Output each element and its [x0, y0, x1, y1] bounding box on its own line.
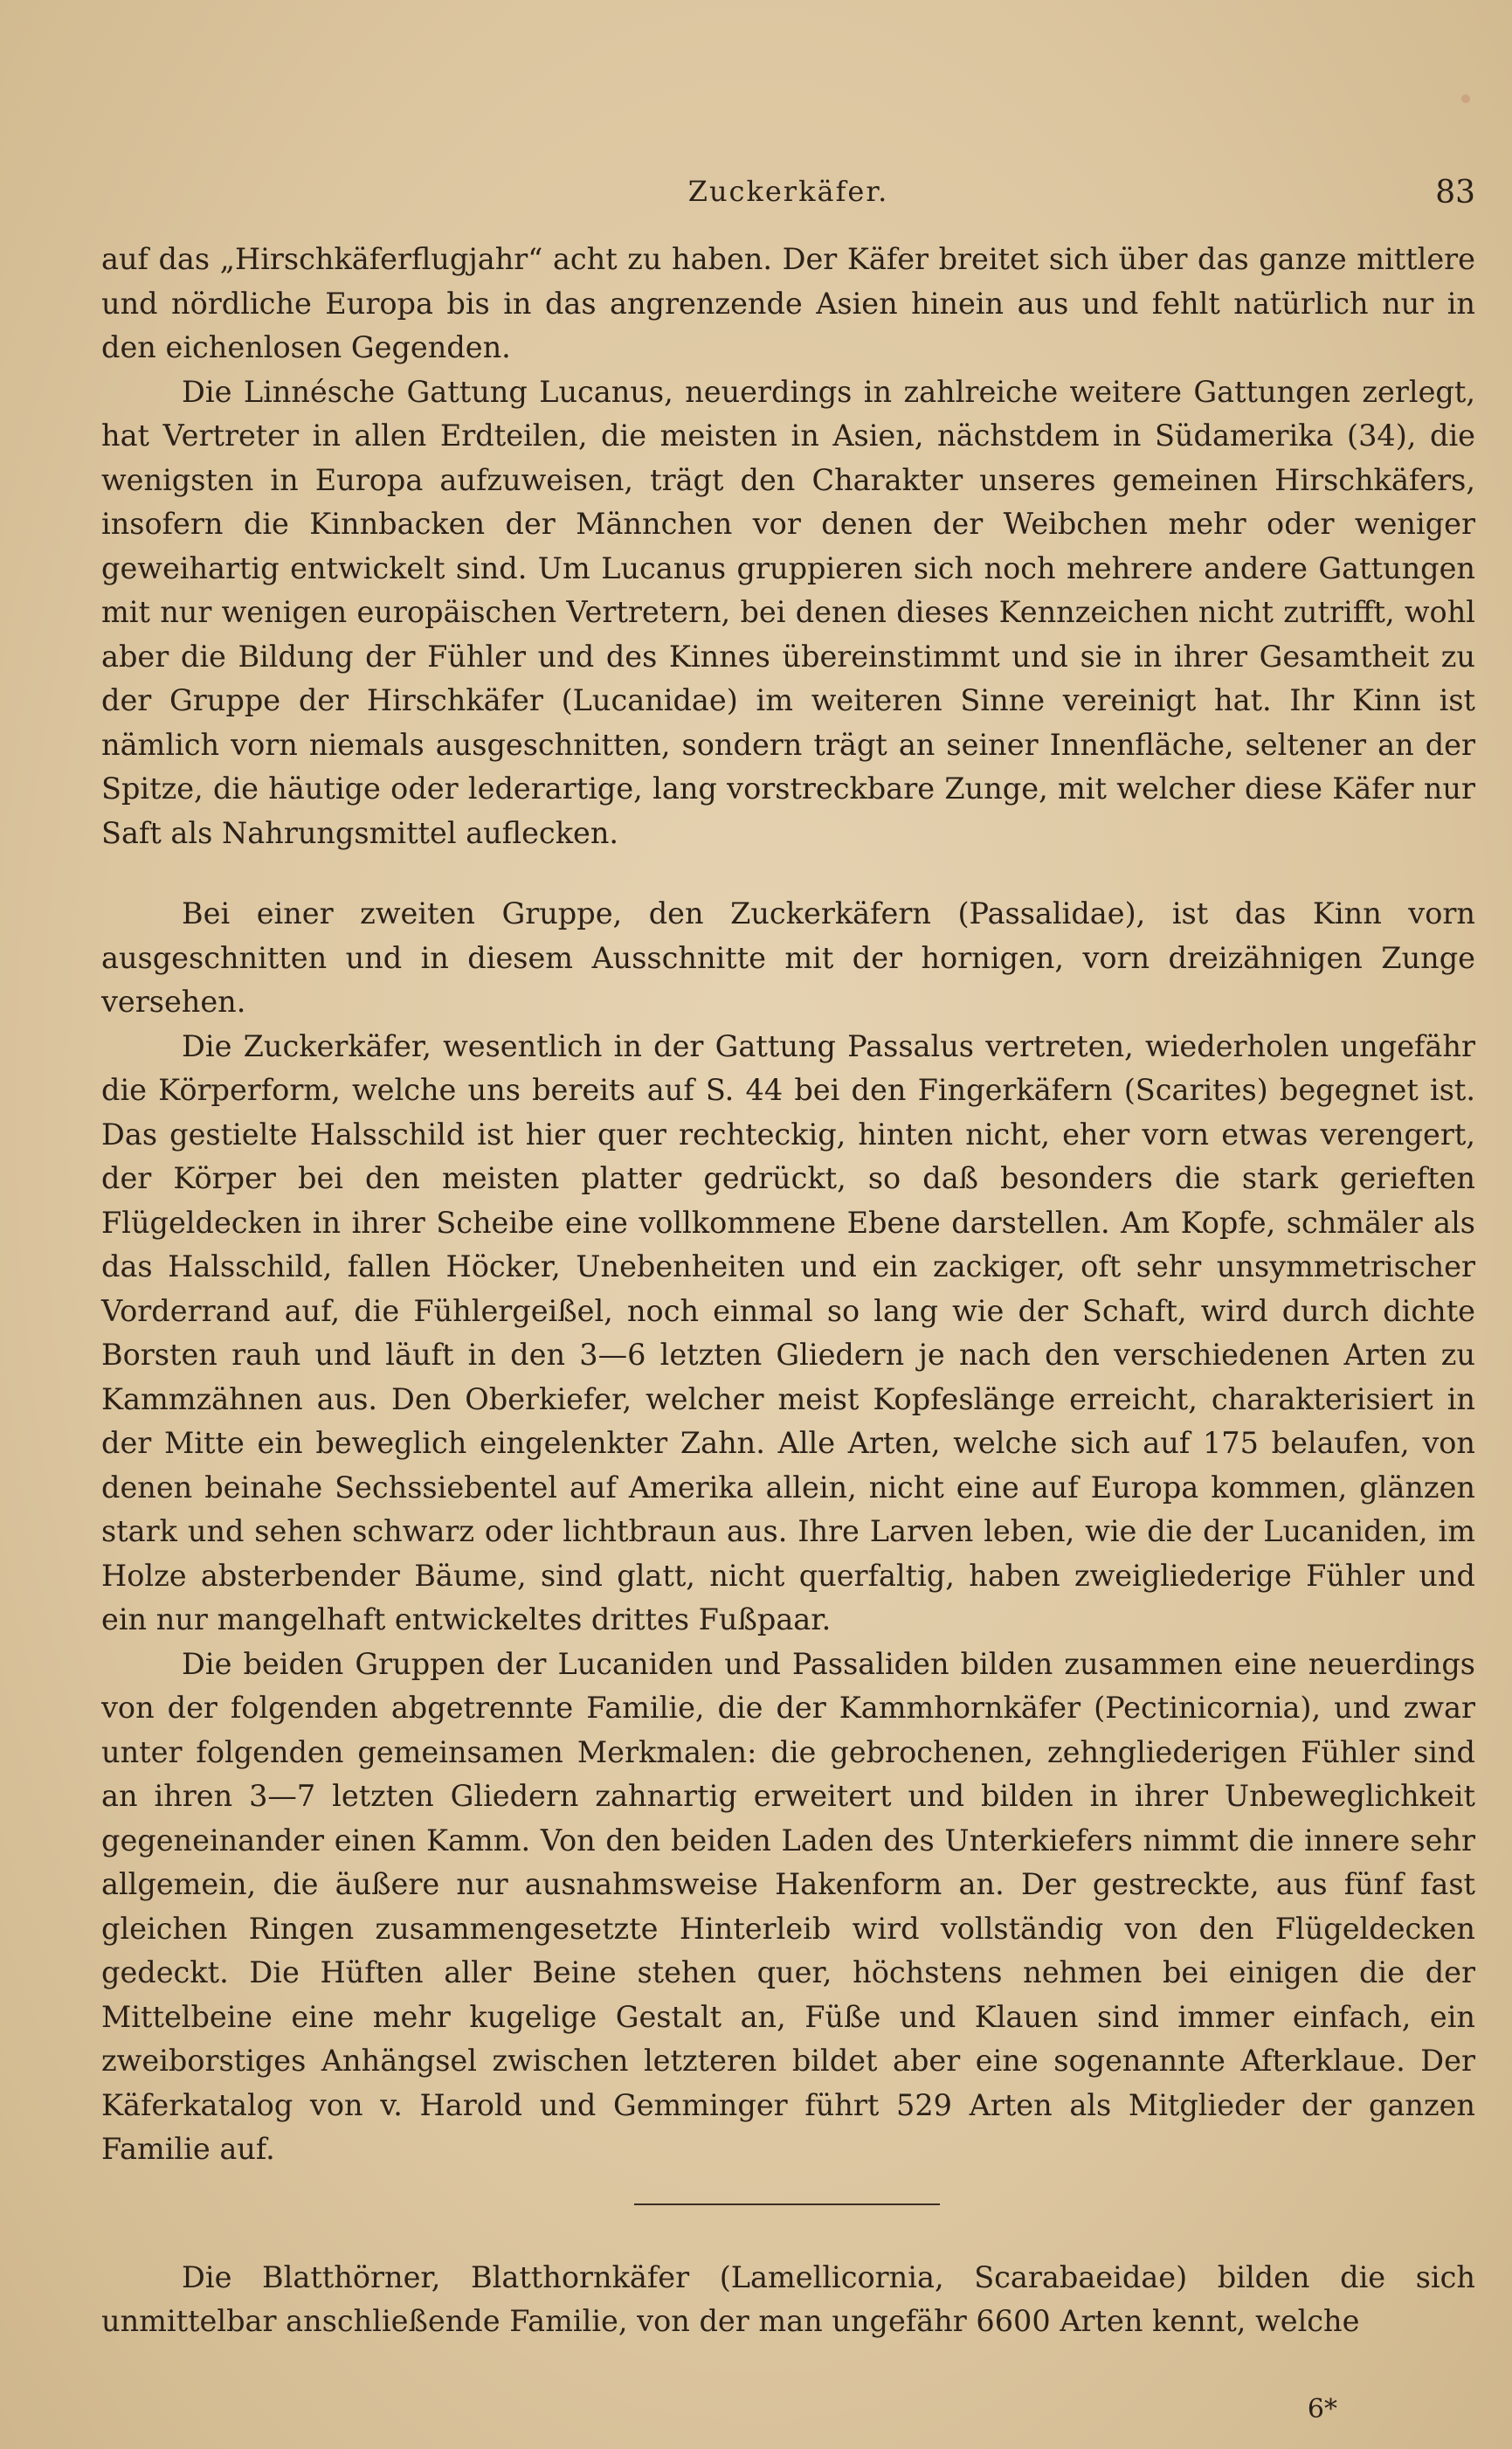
page-number: 83 [1435, 175, 1475, 211]
running-head-title: Zuckerkäfer. [687, 175, 889, 208]
paper-stain [1461, 94, 1470, 103]
paragraph-gap [101, 855, 1475, 892]
paragraph-zuckerkaefer: Die Zuckerkäfer, wesentlich in der Gattung Passalus vertreten, wiederholen ungefähr die Körperform, welche uns bereits auf S. 44 bei den Fingerkäfern (Scarites) begegnet ist. Das gestielte Halsschild ist hier quer rechteckig, hinten nicht, eher vorn etwas verengert, der Körper bei den meisten platter gedrückt, so daß besonders die stark gerieften Flügeldecken in ihrer Scheibe eine vollkommene Ebene darstellen. Am Kopfe, schmäler als das Halsschild, fallen Höcker, Unebenheiten und ein zackiger, oft sehr unsymmetrischer Vorderrand auf, die Fühlergeißel, noch einmal so lang wie der Schaft, wird durch dichte Borsten rauh und läuft in den 3—6 letzten Gliedern je nach den verschiedenen Arten zu Kammzähnen aus. Den Oberkiefer, welcher meist Kopfeslänge erreicht, charakterisiert in der Mitte ein beweglich eingelenkter Zahn. Alle Arten, welche sich auf 175 belaufen, von denen beinahe Sechssiebentel auf Amerika allein, nicht eine auf Europa kommen, glänzen stark und sehen schwarz oder lichtbraun aus. Ihre Larven leben, wie die der Lucaniden, im Holze absterbender Bäume, sind glatt, nicht querfaltig, haben zweigliederige Fühler und ein nur mangelhaft entwickeltes drittes Fußpaar. [101, 1028, 1475, 1636]
paragraph-passalidae: Bei einer zweiten Gruppe, den Zuckerkäfern (Passalidae), ist das Kinn vorn ausgeschnitten und in diesem Ausschnitte mit der hornigen, vorn dreizähnigen Zunge versehen. [101, 896, 1475, 1019]
paragraph-blatthoerner: Die Blatthörner, Blatthornkäfer (Lamellicornia, Scarabaeidae) bilden die sich unmittelbar anschließende Familie, von der man ungefähr 6600 Arten kennt, welche [101, 2259, 1475, 2338]
paragraph-lucanus: Die Linnésche Gattung Lucanus, neuerdings in zahlreiche weitere Gattungen zerlegt, hat Vertreter in allen Erdteilen, die meisten in Asien, nächstdem in Südamerika (34), die wenigsten in Europa aufzuweisen, trägt den Charakter unseres gemeinen Hirschkäfers, insofern die Kinnbacken der Männchen vor denen der Weibchen mehr oder weniger geweihartig entwickelt sind. Um Lucanus gruppieren sich noch mehrere andere Gattungen mit nur wenigen europäischen Vertretern, bei denen dieses Kennzeichen nicht zutrifft, wohl aber die Bildung der Fühler und des Kinnes übereinstimmt und sie in ihrer Gesamtheit zu der Gruppe der Hirschkäfer (Lucanidae) im weiteren Sinne vereinigt hat. Ihr Kinn ist nämlich vorn niemals ausgeschnitten, sondern trägt an seiner Innenfläche, seltener an der Spitze, die häutige oder lederartige, lang vorstreckbare Zunge, mit welcher diese Käfer nur Saft als Nahrungsmittel auflecken. [101, 374, 1475, 850]
signature-mark: 6* [1307, 2394, 1337, 2425]
divider-rule [634, 2203, 940, 2205]
paragraph-continuation: auf das „Hirschkäferflugjahr“ acht zu haben. Der Käfer breitet sich über das ganze mittlere und nördliche Europa bis in das angrenzende Asien hinein aus und fehlt natürlich nur in den eichenlosen Gegenden. [101, 242, 1475, 364]
paragraph-pectinicornia: Die beiden Gruppen der Lucaniden und Passaliden bilden zusammen eine neuerdings von der folgenden abgetrennte Familie, die der Kammhornkäfer (Pectinicornia), und zwar unter folgenden gemeinsamen Merkmalen: die gebrochenen, zehngliederigen Fühler sind an ihren 3—7 letzten Gliedern zahnartig erweitert und bilden in ihrer Unbeweglichkeit gegeneinander einen Kamm. Von den beiden Laden des Unterkiefers nimmt die innere sehr allgemein, die äußere nur ausnahmsweise Hakenform an. Der gestreckte, aus fünf fast gleichen Ringen zusammengesetzte Hinterleib wird vollständig von den Flügeldecken gedeckt. Die Hüften aller Beine stehen quer, höchstens nehmen bei einigen die der Mittelbeine eine mehr kugelige Gestalt an, Füße und Klauen sind immer einfach, ein zweiborstiges Anhängsel zwischen letzteren bildet aber eine sogenannte Afterklaue. Der Käferkatalog von v. Harold und Gemminger führt 529 Arten als Mitglieder der ganzen Familie auf. [101, 1646, 1475, 2166]
running-head [101, 175, 1475, 217]
section-divider [101, 2172, 1475, 2256]
body-text [101, 238, 1475, 2344]
